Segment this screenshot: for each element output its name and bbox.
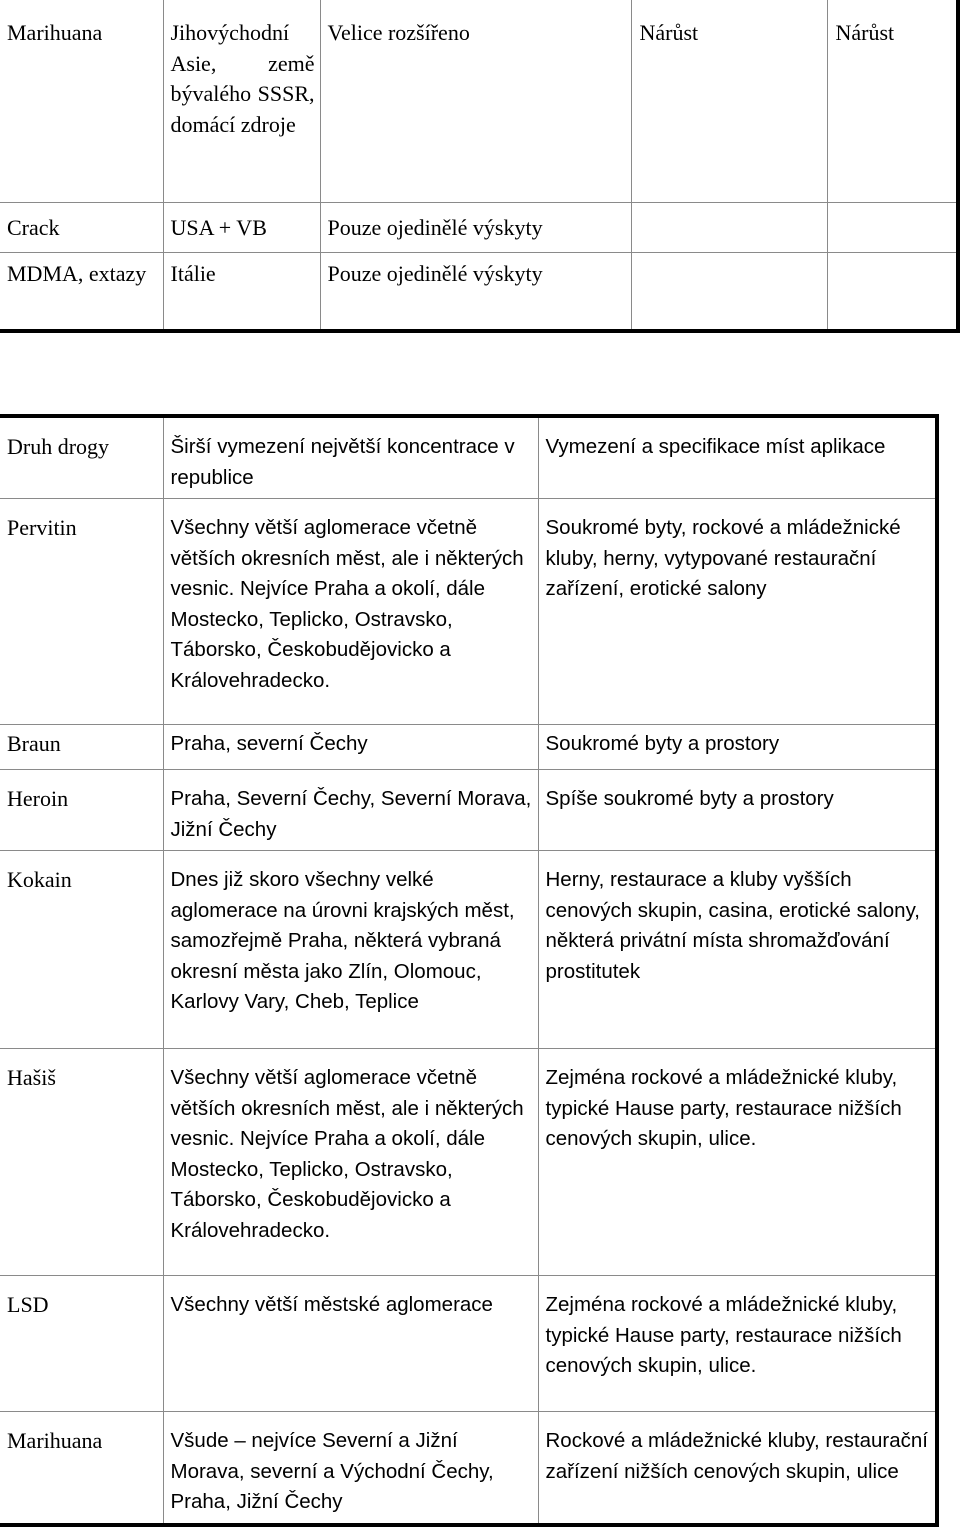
spread-cell: Pouze ojedinělé výskyty [320,252,631,331]
table-row [0,851,937,1049]
table-row [0,725,937,770]
places-cell: Herny, restaurace a kluby vyšších cenových skupin, casina, erotické salony, některá privátní místa shromažďování prostitutek [538,851,937,1049]
concentration-cell: Praha, Severní Čechy, Severní Morava, Jižní Čechy [163,770,538,851]
origin-cell: USA + VB [163,203,320,253]
header-places: Vymezení a specifikace míst aplikace [538,416,937,499]
places-cell: Rockové a mládežnické kluby, restaurační zařízení nižších cenových skupin, ulice [538,1412,937,1525]
table-row [0,770,937,851]
concentration-cell: Praha, severní Čechy [163,725,538,770]
table-row [0,203,958,253]
table-row [0,1412,937,1525]
concentration-cell: Dnes již skoro všechny velké aglomerace na úrovni krajských měst, samozřejmě Praha, některá vybraná okresní města jako Zlín, Olomouc, Karlovy Vary, Cheb, Teplice [163,851,538,1049]
concentration-cell: Všechny větší aglomerace včetně větších okresních měst, ale i některých vesnic. Nejvíce Praha a okolí, dále Mostecko, Teplicko, Ostravsko, Táborsko, Českobudějovicko a Královehradecko. [163,1049,538,1276]
trend-cell: Nárůst [827,0,958,203]
trend-cell [631,252,827,331]
trend-cell [827,252,958,331]
drug-cell: Pervitin [0,499,163,725]
places-cell: Spíše soukromé byty a prostory [538,770,937,851]
table-row [0,499,937,725]
places-cell: Zejména rockové a mládežnické kluby, typické Hause party, restaurace nižších cenových skupin, ulice. [538,1276,937,1412]
trend-cell: Nárůst [631,0,827,203]
drug-cell: Crack [0,203,163,253]
trend-cell [827,203,958,253]
table-row [0,252,958,331]
table-header-row [0,416,937,499]
places-cell: Soukromé byty a prostory [538,725,937,770]
places-cell: Soukromé byty, rockové a mládežnické kluby, herny, vytypované restaurační zařízení, erotické salony [538,499,937,725]
places-cell: Zejména rockové a mládežnické kluby, typické Hause party, restaurace nižších cenových skupin, ulice. [538,1049,937,1276]
concentration-cell: Všechny větší městské aglomerace [163,1276,538,1412]
drug-cell: Braun [0,725,163,770]
header-drug: Druh drogy [0,416,163,499]
table-row [0,1049,937,1276]
trend-cell [631,203,827,253]
origin-cell: Itálie [163,252,320,331]
drug-cell: Marihuana [0,1412,163,1525]
drug-cell: LSD [0,1276,163,1412]
header-concentration: Širší vymezení největší koncentrace v republice [163,416,538,499]
origin-cell: Jihovýchodní Asie, země bývalého SSSR, domácí zdroje [163,0,320,203]
table-row [0,0,958,203]
drug-cell: MDMA, extazy [0,252,163,331]
concentration-cell: Všechny větší aglomerace včetně větších okresních měst, ale i některých vesnic. Nejvíce Praha a okolí, dále Mostecko, Teplicko, Ostravsko, Táborsko, Českobudějovicko a Královehradecko. [163,499,538,725]
drug-cell: Kokain [0,851,163,1049]
drug-cell: Hašiš [0,1049,163,1276]
drug-origin-table [0,0,960,333]
spread-cell: Pouze ojedinělé výskyty [320,203,631,253]
concentration-cell: Všude – nejvíce Severní a Jižní Morava, severní a Východní Čechy, Praha, Jižní Čechy [163,1412,538,1525]
drug-cell: Heroin [0,770,163,851]
spread-cell: Velice rozšířeno [320,0,631,203]
drug-locations-table [0,414,939,1527]
table-row [0,1276,937,1412]
drug-cell: Marihuana [0,0,163,203]
